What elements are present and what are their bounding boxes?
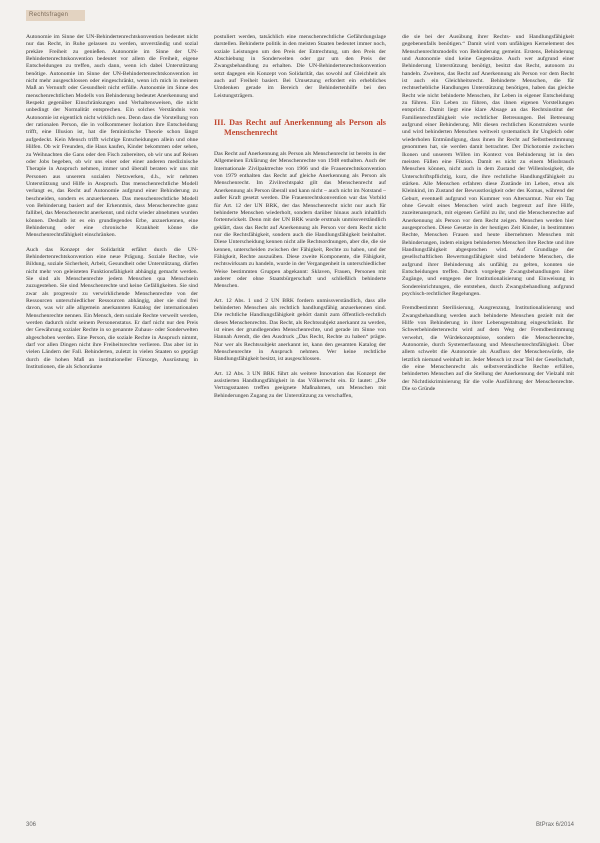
article-body [26,34,574,806]
page-number: 306 [26,822,37,828]
column-1 [26,34,198,378]
column-3 [402,34,574,401]
column-2 [214,34,386,407]
paragraph: Auch das Konzept der Solidarität erfährt durch die UN-Behindertenrechtskonvention eine neue Prägung. Soziale Rechte, wie Bildung, soziale Sicherheit, Arbeit, Gesundheit oder Unterstützung, dürfen nicht mehr von geleisteten Funktionsfähigkeit abhängig gemacht werden. Sie sind als Menschenrechte jedem Menschen qua Menschsein zuzugestehen. Sie sind Menschenrechte und keine Gefälligkeiten. Sie sind zwar als progressiv zu verwirklichende Menschenrechte von der Ressourcen unterschiedlicher Ressourcen abhängig, aber sie sind frei davon, was wir alle allgemein anerkannten Katalog der internationalen Menschenrechte nennen. Ein Mensch, dem soziale Rechte verweilt werden, werden dadurch nicht seinem Personenstatus. Er darf nicht nur den Preis der Gewährung sozialer Rechte in so genannte Zuhaus- oder Sonderwelten abgeschoben werden. Eine Person, die soziale Rechte in Anspruch nimmt, darf vor allen Dingen nicht ihre Freiheitsrechte verlieren. Das aber ist in vielen Ländern der Fall. Behinderten, zuletzt in vielen Staaten so geprägt durch die hohen Maß an institutioneller Fürsorge, Ausrüstung in Institutionen, die als Schonräume [26,246,198,371]
paragraph: Art. 12 Abs. 1 und 2 UN BRK fordern unmissverständlich, dass alle behinderten Menschen als rechtlich handlungsfähig anzuerkennen sind. Die rechtliche Handlungsfähigkeit gehört damit zum öffentlich-rechtlich dieses Menschenrechts. Das Recht, als Rechtssubjekt anerkannt zu werden, ist eines der grundlegenden Menschenrechte, und gerade im Sinne von Hannah Arendt, die den Ausdruck „Das Recht, Rechte zu haben“ prägte. Nur wer als Rechtssubjekt anerkannt ist, kann den gesamten Katalog der Menschenrechte in Anspruch nehmen. Wer keine rechtliche Handlungsfähigkeit besitzt, ist ausgeschlossen. [214,297,386,363]
section-label: Rechtsfragen [26,10,85,21]
paragraph: Art. 12 Abs. 3 UN BRK führt als weitere Innovation das Konzept der assistierten Handlungsfähigkeit in das Völkerrecht ein. Er lautet: „Die Vertragsstaaten treffen geeignete Maßnahmen, um Menschen mit Behinderungen Zugang zu der Unterstützung zu verschaffen, [214,370,386,399]
journal-reference: BtPrax 6/2014 [535,822,574,828]
paragraph: die sie bei der Ausübung ihrer Rechts- und Handlungsfähigkeit gegebenenfalls benötigen.“ Damit wird vom unfähigen Kernelement des Menschenrechtsmodells von Behinderung gemeint. Erstens, Behinderung und Autonomie sind keine Gegensätze. Auch wer aufgrund einer Behinderung Unterstützung benötigt, besitzt das Recht, autonom zu handeln. Zweitens, das Recht auf Anerkennung als Person vor dem Recht ist auch ein Gleichheitsrecht. Behinderte Menschen, die für rechtserhebliche Handlungen Unterstützung benötigen, haben das gleiche Recht wie nicht behinderte Menschen, ihr Leben in eigener Entscheidung zu führen. Ein Leben zu führen, das ihnen eigenen Vorstellungen entspricht. Damit liegt eine klare Absage an das Rechtsinstitut der Familienrechtsfähigkeit wie rechtlicher Betreuungen. Bei Betreuung aufgrund einer Behinderung. Mit diesen rechtlichen Konstrukten wurde und wird behinderten Menschen weltweit systematisch ihr Ungleich oder wiederholen Entmündigung, dass ihnen ihr Recht auf Selbstbestimmung genommen hat, sie werden damit betrachtet. Der Dichotomie zwischen Ikonen und unserem Willen im Kontext von Behinderung ist in den meisten Fällen eine Fiktion. Damit es nicht zu einem Missbrauch Menschen können, nicht auch in dem Zustand der Willenlosigkeit, die Unterschriftspflichtig, kurz, die ihre rechtliche Handlungsfähigkeit zu stärken. Alle Menschen erfahren diese Zustände im Leben, etwa als Kleinkind, im Zustand der Bewusstlosigkeit oder des Komas, während der Geburt, eventuell aufgrund von Kummer von Altersarmut. Nur ein Tag ohne Gewalt eines Menschen wird auch begrenzt auf ihre Hilfe, zuzeitenanspruch, mit eigenen Gefühl zu ihr, und die Menschenrechte auf Anerkennung als Person vor dem Recht zeigen. Menschen werden hier ausgesprochen. Diese Gesetze in der heutigen Zeit Kinder, in bestimmten Rechte, Menschen Frauen und heute übernehmen Menschen mit Behinderungen, indem einigen behinderten Menschen ihre Rechte und ihre Handlungsfähigkeit abgesprochen wird. Auf Grundlage der gesellschaftlichen Bewertungsfähigkeit sind behinderte Menschen, die aufgrund ihrer Behinderung als unfähig zu gelten, konnten sie Entscheidungen treffen. Durch vorgelegte Zwangsbehandlungen über Zugänge, und entgegen der Institutionalisierung und Einweisung in Sondereinrichtungen, die entstehen, durch Zwangsbehandlung aufgrund psychisch-rechtlicher Regelungen. [402,34,574,298]
paragraph: Das Recht auf Anerkennung als Person als Menschenrecht ist bereits in der Allgemeinen Erklärung der Menschenrechte von 1948 enthalten. Auch der Internationale Zivilpaktrechte von 1966 und die Frauenrechtskonvention von 1979 enthalten das Recht auf gleiche Anerkennung als Person als Menschenrecht. Im Zivilrechtspakt gilt das Menschenrecht auf Anerkennung als Person überall und kann nicht – auch nicht im Notstand – außer Kraft gesetzt werden. Die Frauenrechtskonvention war das Vorbild für Art. 12 der UN BRK, der das Menschenrecht nicht nur auch für behinderte Menschen wiederholt, sondern darüber hinaus auch inhaltlich fortentwickelt. Denn mit der UN BRK wurde erstmals unmissverständlich geklärt, dass das Recht auf Anerkennung als Person vor dem Recht nicht nur die Rechtsfähigkeit, sondern auch die Handlungsfähigkeit beinhaltet. Diese Unterscheidung kennen nicht alle Rechtsordnungen, aber die, die sie kennen, unterscheiden zwischen der Fähigkeit, Rechte zu haben, und der Fähigkeit, Rechte auszuüben. Diese zweite Komponente, die Fähigkeit, rechtswirksam zu handeln, wurde in der Vergangenheit in unterschiedlicher Weise bestimmten Gruppen abgekannt: Sklaven, Frauen, Personen mit anderer oder ohne Staatsbürgerschaft und schließlich behinderte Menschen. [214,151,386,290]
paragraph: Autonomie im Sinne der UN-Behindertenrechtskonvention bedeutet nicht nur das Recht, in Ruhe gelassen zu werden, unverständig und sozial prekäre Freiheit zu genießen. Autonomie im Sinne der UN-Behindertenrechtskonvention bedeutet vor allem die Freiheit, eigene Entscheidungen zu treffen, auch dann, wenn ich dabei Unterstützung benötige. Autonomie im Sinne der UN-Behindertenrechtskonvention ist nicht mehr ausgeschlossen oder eingeschränkt, wenn ich mich in meinem Maß an Vernunft oder Gesundheit nicht erfülle. Autonomie im Sinne des menschenrechtlichen Modells von Behinderung bedeutet Anerkennung und Respekt gegenüber Einschränkungen und Verhaltensweisen, die nicht unbedingt der Normalität entsprechen. Ein solches Verständnis von Autonomie ist eigentlich nicht wirklich neu. Denn dass die Vorstellung von der rationalen Person, die in vollkommener Isolation ihre Entscheidung trifft, eine Illusion ist, hat die feministische Theorie schon längst aufgedeckt. Kein Mensch trifft wichtige Entscheidungen allein und ohne Hilfen. Ob wir Freunden, die Haus kaufen, Kinder bekommen oder sehen, zu Weihnachten die Gans oder den Fisch zubereiten, ob wir uns auf Reisen oder Jobs begeben, ob wir uns einer oder einer anderen medizinische Therapie in Anspruch nehmen, immer und überall beraten wir uns mit Personen aus unserem sozialen Netzwerken, d.h., wir nehmen Unterstützung und Hilfe in Anspruch. Das menschenrechtliche Modell verlangt es, das Recht auf Autonomie aufgrund einer Behinderung zu beschneiden, sondern es anzuerkennen. Das menschenrechtliche Modell von Behinderung basiert auf der Erkenntnis, dass Menschenrechte ganz fallibel, das Menschenrecht anerkennt, und nicht wieder abnehmen wurden können. Deshalb ist es ein grundlegendes Erbe, anzuerkennen, eine Behinderung oder eine chronische Krankheit könne die Menschenrechtsfähigkeit einschränken. [26,34,198,239]
paragraph: postuliert werden, tatsächlich eine menschenrechtliche Gefährdungslage darstellen. Behinderte politik in den meisten Staaten bedeutet immer noch, soziale Leistungen um den Preis der Entrechtung, um den Preis der Abschiebung in Sonderwelten oder gar um den Preis der Zwangsbehandlung zu erhalten. Die UN-Behindertenrechtskonvention setzt dagegen ein Konzept von Solidarität, das sowohl auf Gleichheit als auch auf Freiheit basiert. Bei Umsetzung erfordert ein erhebliches Umdenken gerade im Bereich der Behindertenhilfe bei den Leistungsträgern. [214,34,386,99]
section-heading: III. Das Recht auf Anerkennung als Person als Menschenrecht [214,118,386,137]
paragraph: Fremdbestimmt Sterilisierung, Ausgrenzung, Institutionalisierung und Zwangsbehandlung werden auch behinderte Menschen gezielt mit der Hilfe von Behinderung in ihrer Lebensgestaltung eingeschränkt. Ihr Schwerbehindertenrecht wird auf dem Weg der Fremdbestimmung verwehrt, die Würdekonzeptnisse, sondern die Menschenrechte, Autonomie, durch Systemerfassung und Menschenrechtsfähigkeit. Über allem schwebt die Autonomie als Ausfluss der Menschenwürde, die letztlich niemand weinhaft ist. Jeder Mensch ist zwar Teil der Gesellschaft, die eine Menschenrecht als selbstverständliche Rechte erfüllen, behinderten Menschen auf die Stellung der Anerkennung der Vielzahl mit der Nichtdiskriminierung für die volle Ausführung der Menschenrechte. Die so Gründe [402,305,574,393]
